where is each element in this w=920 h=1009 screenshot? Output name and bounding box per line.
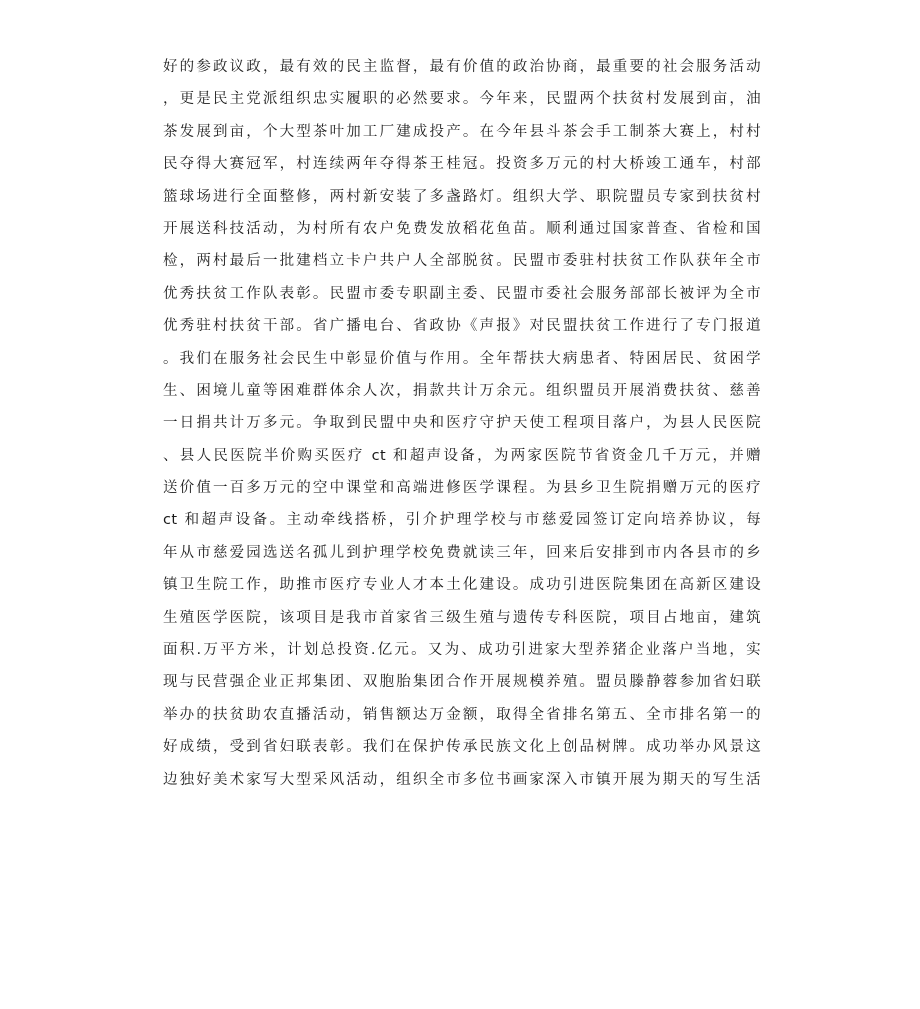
text-line: 检，两村最后一批建档立卡户共户人全部脱贫。民盟市委驻村扶贫工作队获年全市 [163, 253, 761, 270]
text-line: 茶发展到亩，个大型茶叶加工厂建成投产。在今年县斗茶会手工制茶大赛上，村村 [163, 123, 761, 140]
body-paragraph [163, 53, 761, 798]
text-line: 镇卫生院工作，助推市医疗专业人才本土化建设。成功引进医院集团在高新区建设 [163, 577, 761, 594]
text-line: 现与民营强企业正邦集团、双胞胎集团合作开展规模养殖。盟员滕静蓉参加省妇联 [163, 674, 761, 691]
text-line: 优秀驻村扶贫干部。省广播电台、省政协《声报》对民盟扶贫工作进行了专门报道 [163, 318, 761, 335]
text-line: 年从市慈爱园选送名孤儿到护理学校免费就读三年，回来后安排到市内各县市的乡 [163, 544, 761, 561]
text-line: 篮球场进行全面整修，两村新安装了多盏路灯。组织大学、职院盟员专家到扶贫村 [163, 188, 761, 205]
text-line: 送价值一百多万元的空中课堂和高端进修医学课程。为县乡卫生院捐赠万元的医疗 [163, 480, 761, 497]
text-line: 生、困境儿童等困难群体余人次，捐款共计万余元。组织盟员开展消费扶贫、慈善 [163, 382, 761, 399]
text-line: 面积.万平方米，计划总投资.亿元。又为、成功引进家大型养猪企业落户当地，实 [163, 642, 761, 659]
text-line: ct 和超声设备。主动牵线搭桥，引介护理学校与市慈爱园签订定向培养协议，每 [163, 512, 761, 529]
text-line: 好的参政议政，最有效的民主监督，最有价值的政治协商，最重要的社会服务活动 [163, 59, 761, 75]
text-line: 生殖医学医院，该项目是我市首家省三级生殖与遗传专科医院，项目占地亩，建筑 [163, 609, 761, 626]
text-line: 边独好美术家写大型采风活动，组织全市多位书画家深入市镇开展为期天的写生活 [163, 771, 761, 788]
text-line: 一日捐共计万多元。争取到民盟中央和医疗守护天使工程项目落户，为县人民医院 [163, 415, 761, 432]
text-line: ，更是民主党派组织忠实履职的必然要求。今年来，民盟两个扶贫村发展到亩，油 [163, 91, 761, 108]
text-line: 。我们在服务社会民生中彰显价值与作用。全年帮扶大病患者、特困居民、贫困学 [163, 350, 761, 367]
text-line: 、县人民医院半价购买医疗 ct 和超声设备，为两家医院节省资金几千万元，并赠 [163, 447, 761, 464]
text-line: 民夺得大赛冠军，村连续两年夺得茶王桂冠。投资多万元的村大桥竣工通车，村部 [163, 156, 761, 173]
text-line: 优秀扶贫工作队表彰。民盟市委专职副主委、民盟市委社会服务部部长被评为全市 [163, 285, 761, 302]
text-line: 开展送科技活动，为村所有农户免费发放稻花鱼苗。顺利通过国家普查、省检和国 [163, 220, 761, 237]
text-line: 好成绩，受到省妇联表彰。我们在保护传承民族文化上创品树牌。成功举办风景这 [163, 739, 761, 756]
text-line: 举办的扶贫助农直播活动，销售额达万金额，取得全省排名第五、全市排名第一的 [163, 706, 761, 723]
